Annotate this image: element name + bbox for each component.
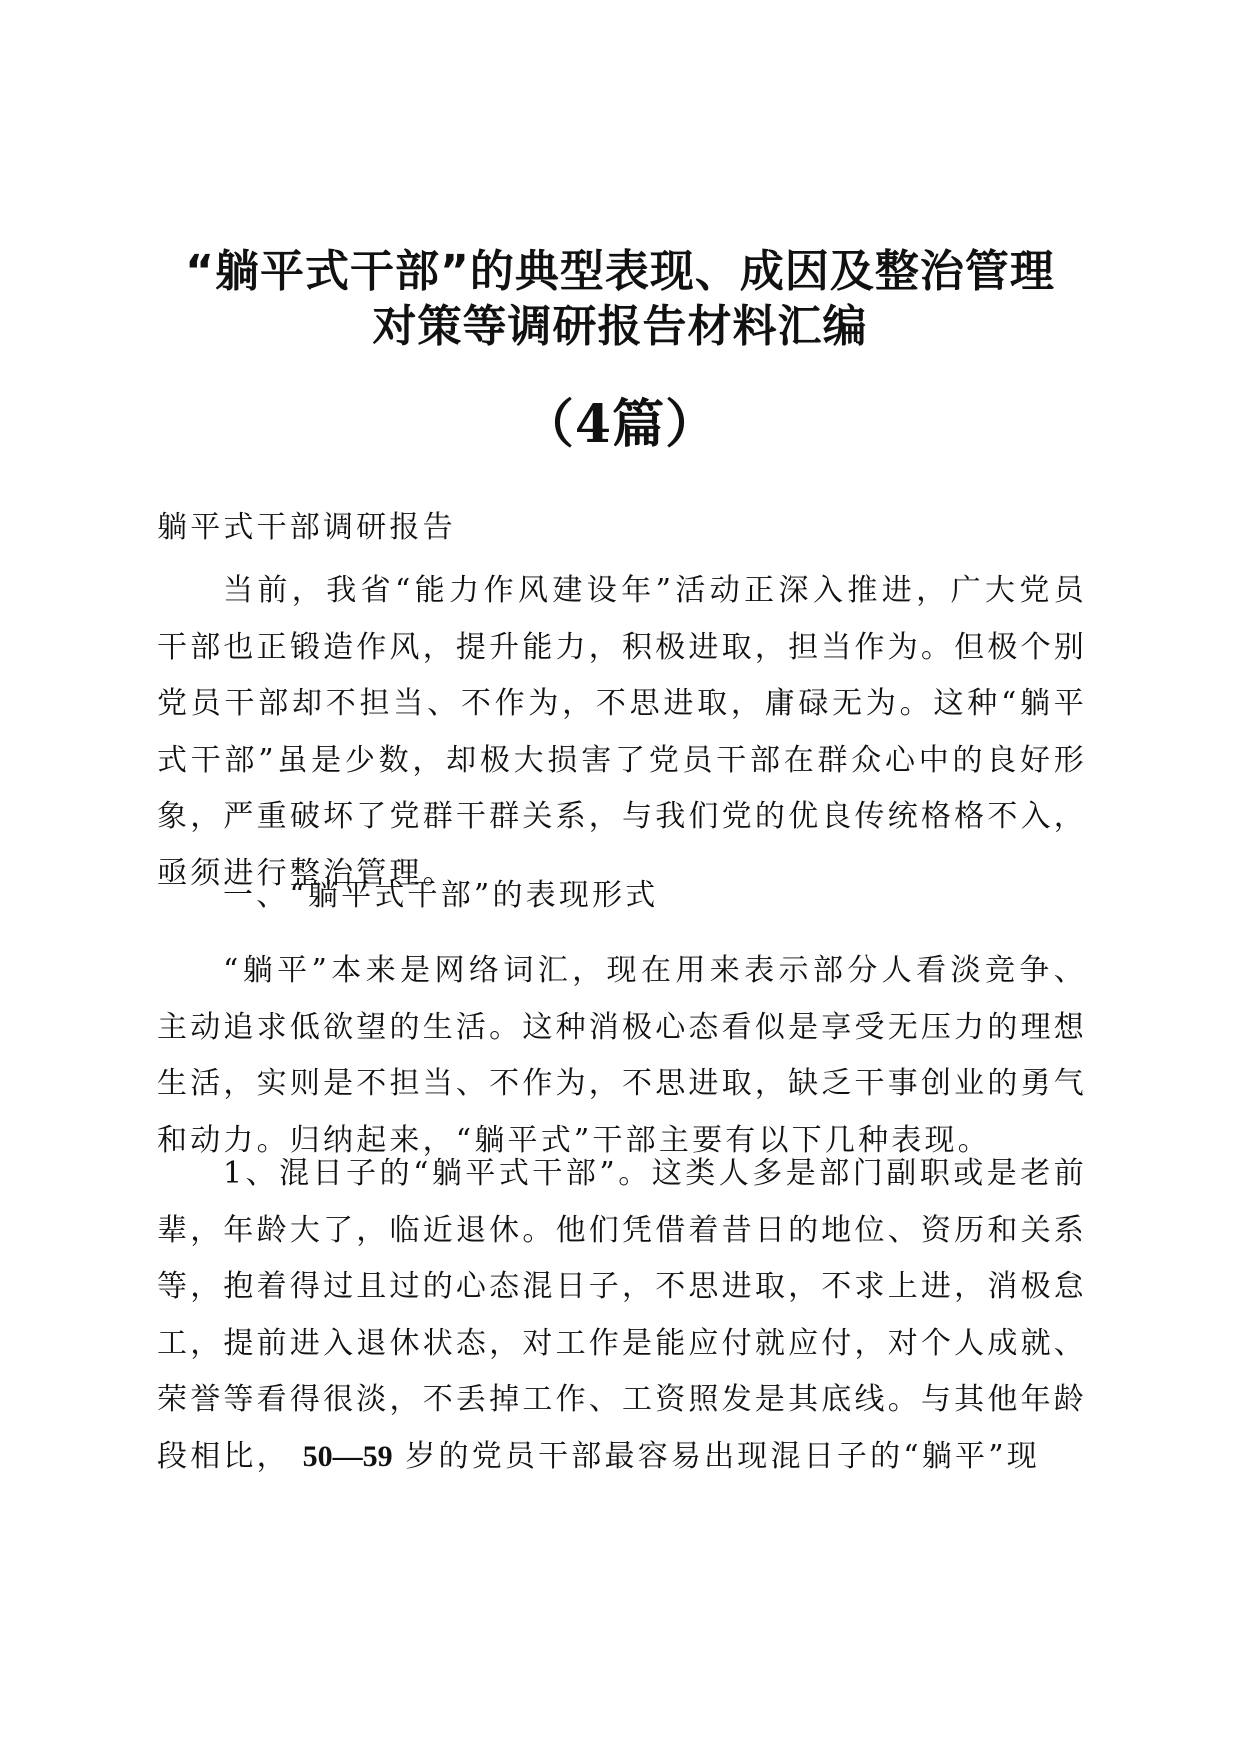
document-title-line-2: 对策等调研报告材料汇编 [372,301,868,352]
document-title-line-1: “躺平式干部”的典型表现、成因及整治管理 [185,246,1055,297]
item-1-paragraph [157,1146,1087,1485]
item-1-text-end: 岁的党员干部最容易出现混日子的“躺平”现 [405,1438,1040,1474]
age-range-bold: 50—59 [302,1439,393,1473]
section-1-paragraph: “躺平”本来是网络词汇，现在用来表示部分人看淡竞争、主动追求低欲望的生活。这种消极心态看似是享受无压力的理想生活，实则是不担当、不作为，不思进取，缺乏干事创业的勇气和动力。归纳起来，“躺平式”干部主要有以下几种表现。 [157,953,1087,1158]
section-1-heading: 一、“躺平式干部”的表现形式 [223,878,659,913]
document-title-count: （4篇） [521,394,719,455]
item-1-text-start: 1、混日子的“躺平式干部”。这类人多是部门副职或是老前辈，年龄大了，临近退休。他们凭借着昔日的地位、资历和关系等，抱着得过且过的心态混日子，不思进取，不求上进，消极怠工，提前进入退休状态，对工作是能应付就应付，对个人成就、荣誉等看得很淡，不丢掉工作、工资照发是其底线。与其他年龄段相比， [157,1156,1087,1474]
intro-paragraph: 当前，我省“能力作风建设年”活动正深入推进，广大党员干部也正锻造作风，提升能力，积极进取，担当作为。但极个别党员干部却不担当、不作为，不思进取，庸碌无为。这种“躺平式干部”虽是少数，却极大损害了党员干部在群众心中的良好形象，严重破坏了党群干群关系，与我们党的优良传统格格不入，亟须进行整治管理。 [157,573,1087,891]
report-heading: 躺平式干部调研报告 [157,510,456,545]
